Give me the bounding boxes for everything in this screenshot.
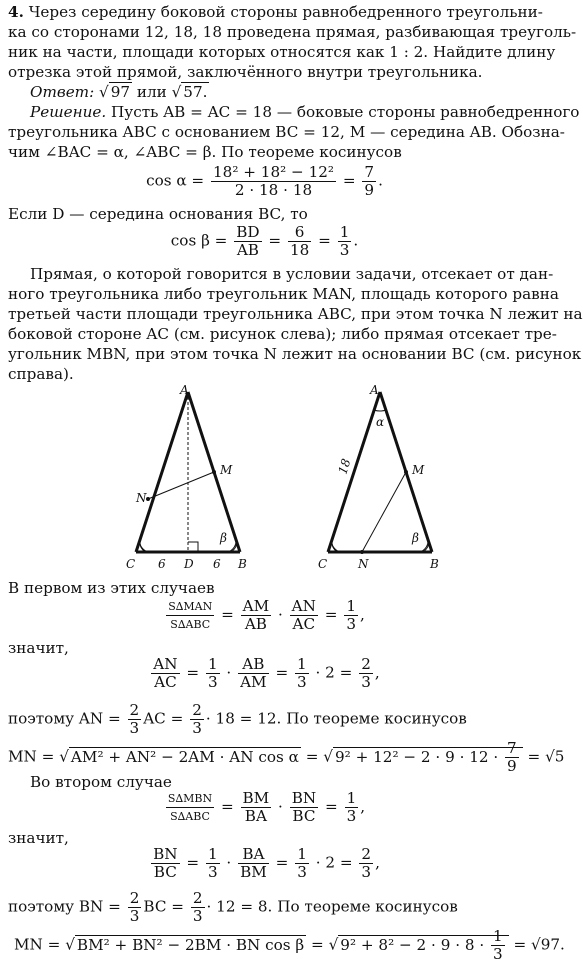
solution-line-1: Решение. Пусть AB = AC = 18 — боковые стороны равнобедренного — [30, 103, 580, 121]
left-triangle-figure — [118, 382, 268, 572]
right-label-side: 18 — [335, 457, 354, 476]
problem-line-1: 4. Через середину боковой стороны равнобедренного треугольни- — [8, 3, 543, 21]
case1-ratio2-formula: $\frac{AN}{AC}$ = $\frac{1}{3}$ · $\frac{AB}{AM}$ = $\frac{1}{3}$ · 2 = $\frac{2}{3}$ , — [153, 655, 380, 691]
problem-line-4: отрезка этой прямой, заключённого внутри треугольника. — [8, 63, 483, 81]
right-label-alpha: α — [376, 415, 385, 429]
left-label-beta: β — [220, 531, 227, 545]
d-midpoint-line: Если D — середина основания BC, то — [8, 205, 308, 223]
cos-beta-formula: cos β = $\frac{BD}{AB}$ = $\frac{6}{18}$ = $\frac{1}{3}$ . — [170, 223, 359, 259]
case2-ratio2-formula: $\frac{BN}{BC}$ = $\frac{1}{3}$ · $\frac{BA}{BM}$ = $\frac{1}{3}$ · 2 = $\frac{2}{3}$ , — [153, 845, 380, 881]
para-line-2: ного треугольника либо треугольник MAN, площадь которого равна — [8, 285, 559, 303]
problem-line-2: ка со сторонами 12, 18, 18 проведена прямая, разбивающая треуголь- — [8, 23, 577, 41]
case2-therefore: поэтому BN = $\frac{2}{3}$ BC = $\frac{2}{3}$ · 12 = 8. По теореме косинусов — [8, 889, 458, 925]
para-line-1: Прямая, о которой говорится в условии задачи, отсекает от дан- — [30, 265, 554, 283]
left-label-six-1: 6 — [158, 557, 166, 571]
right-triangle-figure — [310, 382, 460, 572]
right-label-M: M — [412, 463, 425, 477]
left-label-C: C — [126, 557, 136, 571]
case1-znachit: значит, — [8, 639, 69, 657]
right-label-A: A — [370, 383, 379, 397]
para-line-3: третьей части площади треугольника ABC, при этом точка N лежит на — [8, 305, 583, 323]
left-label-D: D — [184, 557, 194, 571]
para-line-6: справа). — [8, 365, 74, 383]
solution-line-3: чим ∠BAC = α, ∠ABC = β. По теореме косинусов — [8, 143, 402, 161]
problem-line-3: ник на части, площади которых относятся как 1 : 2. Найдите длину — [8, 43, 556, 61]
case1-intro: В первом из этих случаев — [8, 579, 215, 597]
left-label-A: A — [180, 383, 189, 397]
answer-line: Ответ: √ 97 или √ 57. — [30, 83, 208, 101]
right-label-C: C — [318, 557, 328, 571]
right-label-N: N — [358, 557, 369, 571]
case2-intro: Во втором случае — [30, 773, 172, 791]
cos-alpha-formula: cos α = $\frac{\text{18² + 18² − 12²}}{2 \cdot 18 \cdot 18}$ = $\frac{7}{9}$ . — [146, 163, 383, 199]
left-label-six-2: 6 — [213, 557, 221, 571]
case1-mn-formula: MN = √ AM² + AN² − 2AM · AN cos α = √ 9² + 12² − 2 · 9 · 12 · $\frac{7}{9}$ = √5 — [8, 739, 565, 775]
case1-therefore: поэтому AN = $\frac{2}{3}$ AC = $\frac{2}{3}$ · 18 = 12. По теореме косинусов — [8, 701, 467, 737]
right-label-B: B — [430, 557, 439, 571]
case1-ratio-formula: $\frac{\text{S∆MAN}}{\text{S∆ABC}}$ = $\frac{AM}{AB}$ · $\frac{AN}{AC}$ = $\frac{1}{3}$ , — [168, 597, 365, 633]
case2-ratio-formula: $\frac{\text{S∆MBN}}{\text{S∆ABC}}$ = $\frac{BM}{BA}$ · $\frac{BN}{BC}$ = $\frac{1}{3}$ , — [167, 789, 366, 825]
right-label-beta: β — [412, 531, 419, 545]
solution-line-2: треугольника ABC с основанием BC = 12, M — середина AB. Обозна- — [8, 123, 565, 141]
left-label-M: M — [220, 463, 233, 477]
case2-mn-formula: MN = √ BM² + BN² − 2BM · BN cos β = √ 9² + 8² − 2 · 9 · 8 · $\frac{1}{3}$ = √97. — [14, 927, 565, 963]
para-line-5: угольник MBN, при этом точка N лежит на основании BC (см. рисунок — [8, 345, 582, 363]
case2-znachit: значит, — [8, 829, 69, 847]
left-label-N: N — [136, 491, 147, 505]
left-label-B: B — [238, 557, 247, 571]
para-line-4: боковой стороне AC (см. рисунок слева); либо прямая отсекает тре- — [8, 325, 557, 343]
